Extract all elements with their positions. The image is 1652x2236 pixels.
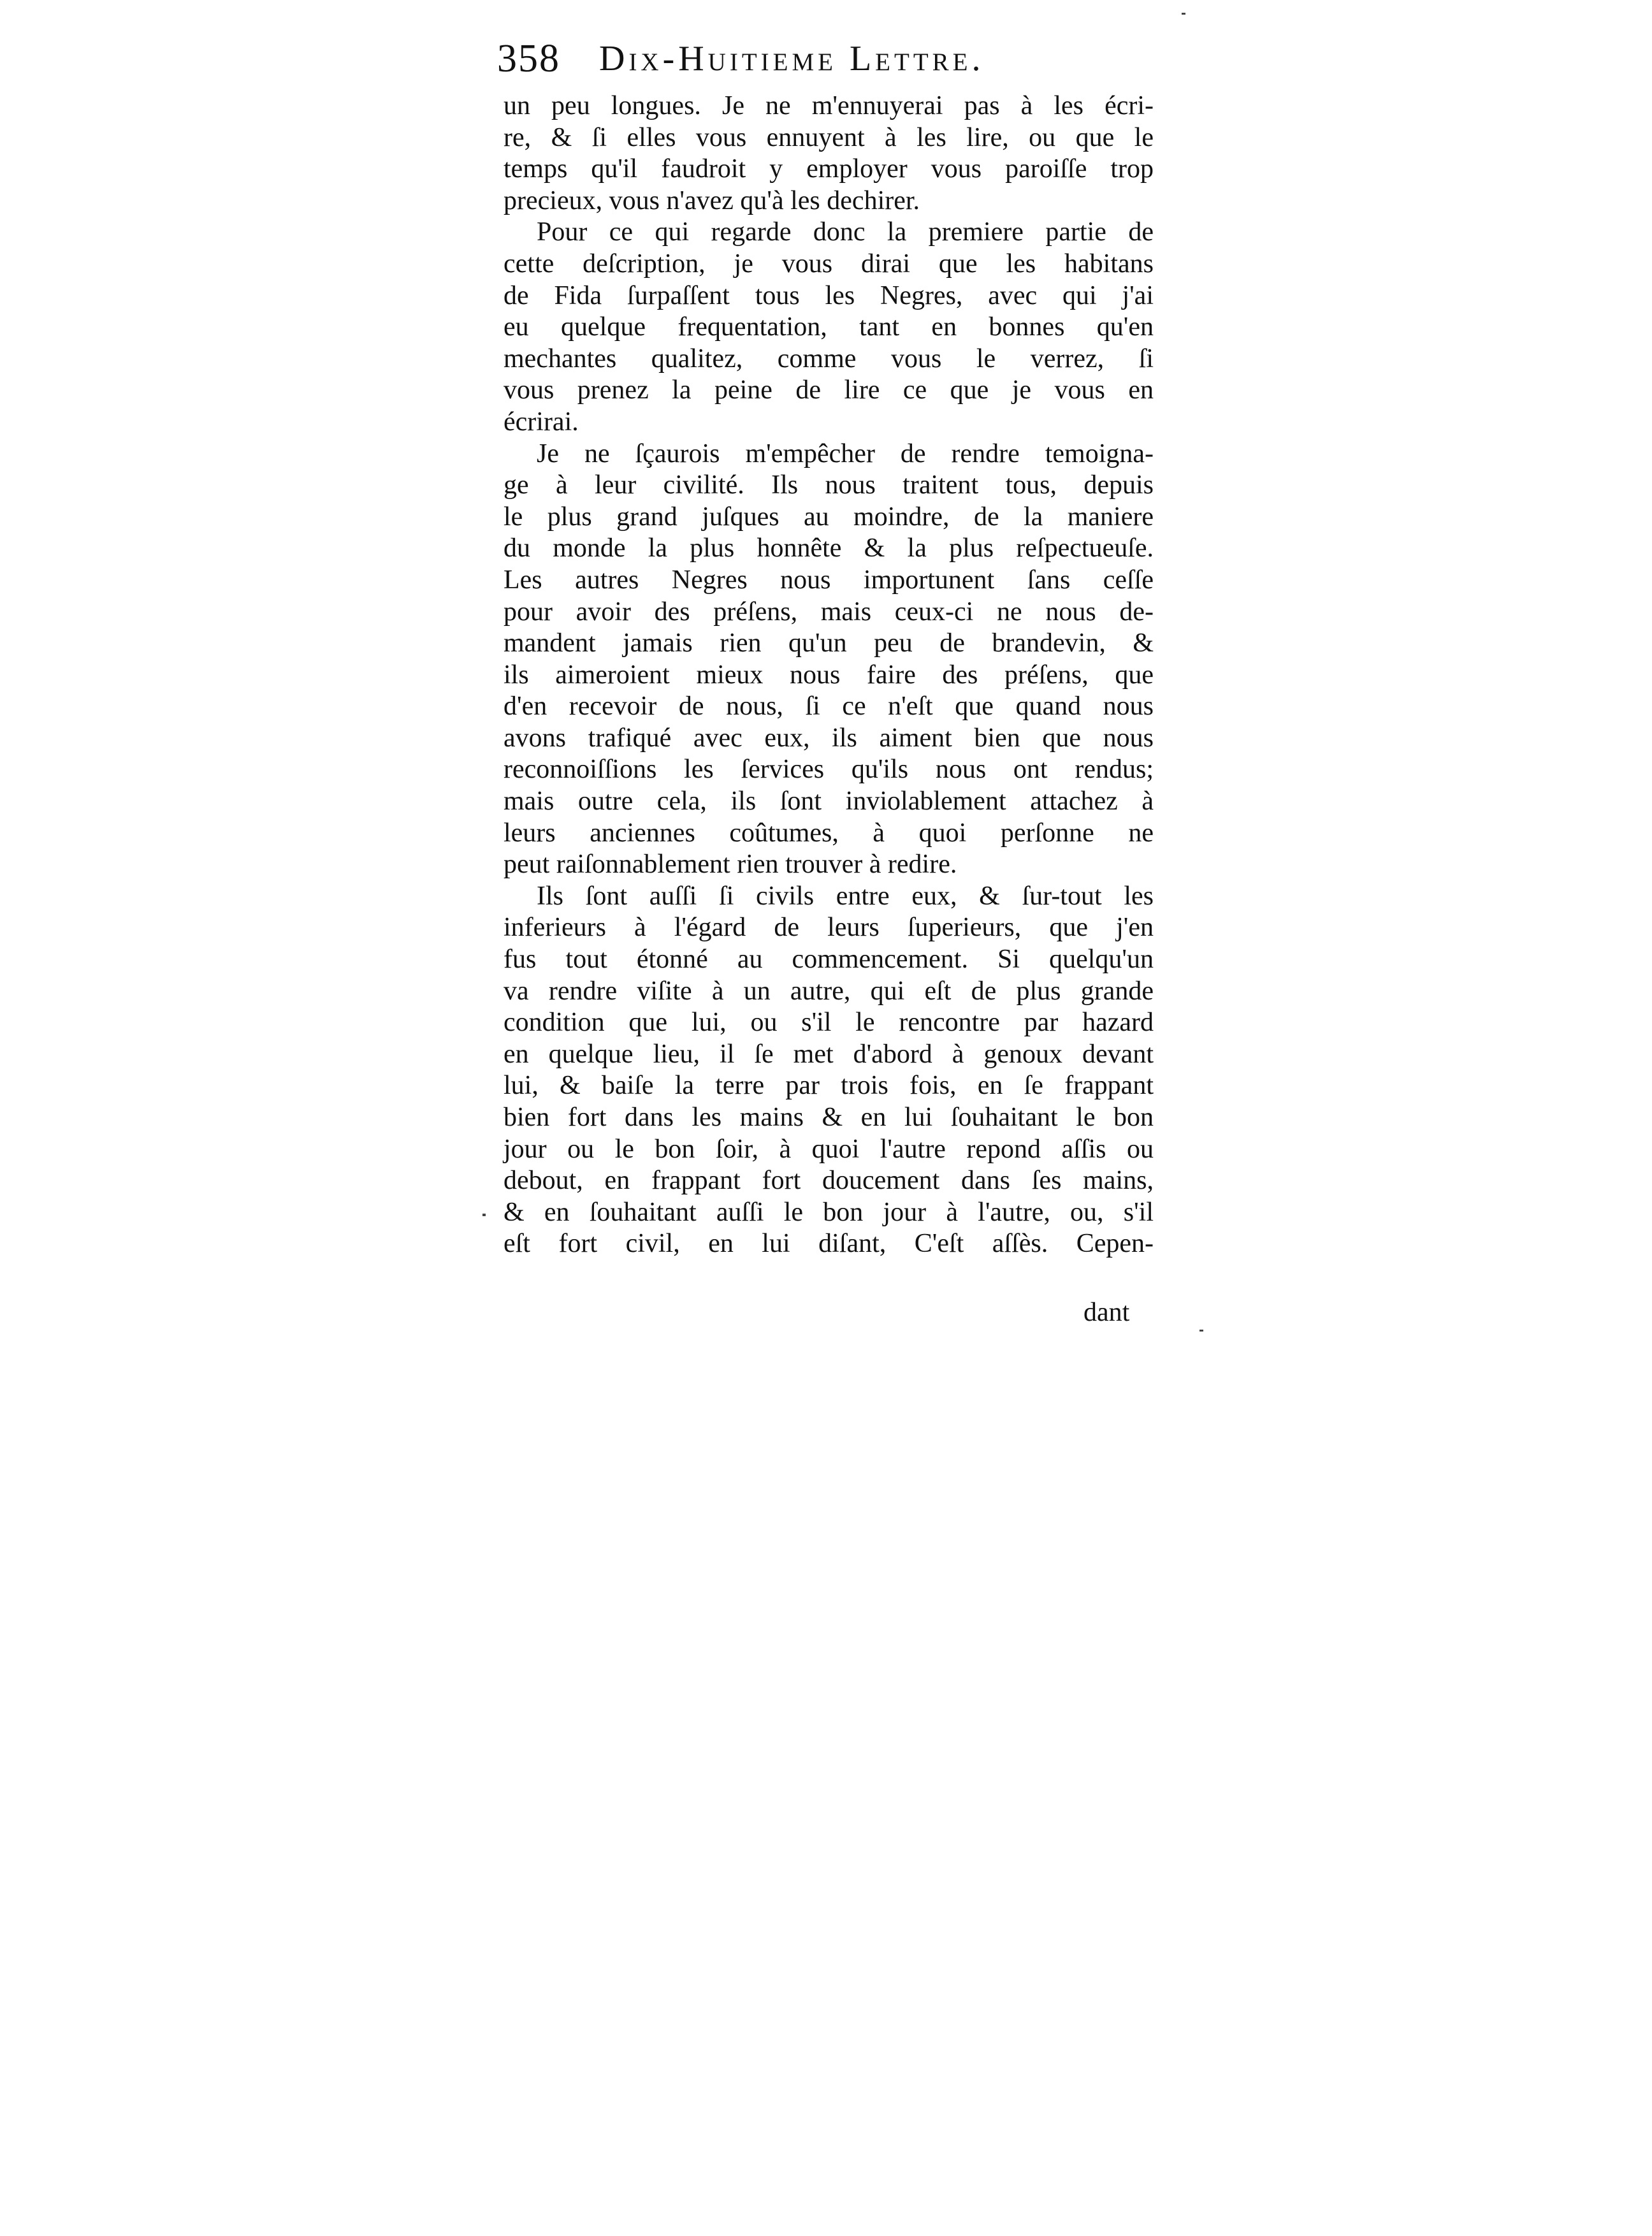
text-line: ge à leur civilité. Ils nous traitent tous, depuis: [504, 470, 1154, 500]
text-line: Je ne ſçaurois m'empêcher de rendre temoigna-: [537, 439, 1154, 468]
text-line: reconnoiſſions les ſervices qu'ils nous ont rendus;: [504, 755, 1154, 785]
running-title: Dix-Huitieme Lettre.: [599, 39, 985, 78]
text-line: Ils ſont auſſi ſi civils entre eux, & ſur-tout les: [537, 881, 1154, 911]
text-line: lui, & baiſe la terre par trois fois, en ſe frappant: [504, 1071, 1154, 1101]
text-line: Les autres Negres nous importunent ſans ceſſe: [504, 565, 1154, 595]
text-line: de Fida ſurpaſſent tous les Negres, avec qui j'ai: [504, 280, 1154, 310]
text-line: re, & ſi elles vous ennuyent à les lire, ou que le: [504, 122, 1154, 152]
catchword: dant: [1083, 1298, 1130, 1327]
paragraph-1: [504, 91, 1154, 217]
text-line: fus tout étonné au commencement. Si quelqu'un: [504, 945, 1154, 975]
text-line: un peu longues. Je ne m'ennuyerai pas à les écri-: [504, 91, 1154, 120]
text-line: mandent jamais rien qu'un peu de brandevin, &: [504, 628, 1154, 658]
text-line: bien fort dans les mains & en lui ſouhaitant le bon: [504, 1103, 1154, 1132]
paragraph-3: [504, 439, 1154, 881]
margin-mark-top: [1182, 13, 1185, 15]
text-line: ils aimeroient mieux nous faire des préſens, que: [504, 660, 1154, 690]
paragraph-4: [504, 881, 1154, 1260]
text-line: eu quelque frequentation, tant en bonnes qu'en: [504, 312, 1154, 342]
text-line: écrirai.: [504, 407, 579, 437]
text-line: temps qu'il faudroit y employer vous paroiſſe trop: [504, 154, 1154, 184]
text-line: vous prenez la peine de lire ce que je vous en: [504, 375, 1154, 405]
text-line: d'en recevoir de nous, ſi ce n'eſt que quand nous: [504, 692, 1154, 722]
text-line: mais outre cela, ils ſont inviolablement attachez à: [504, 787, 1154, 817]
page-header: [497, 33, 1173, 84]
paragraph-2: [504, 217, 1154, 438]
text-line: le plus grand juſques au moindre, de la maniere: [504, 502, 1154, 532]
margin-mark-left: [482, 1214, 486, 1216]
text-line: condition que lui, ou s'il le rencontre par hazard: [504, 1008, 1154, 1038]
text-line: & en ſouhaitant auſſi le bon jour à l'autre, ou, s'il: [504, 1197, 1154, 1227]
text-line: eſt fort civil, en lui diſant, C'eſt aſſès. Cepen-: [504, 1229, 1154, 1259]
text-line: du monde la plus honnête & la plus reſpectueuſe.: [504, 534, 1154, 563]
text-line: Pour ce qui regarde donc la premiere partie de: [537, 217, 1154, 247]
margin-mark-right: [1199, 1330, 1203, 1332]
text-line: avons trafiqué avec eux, ils aiment bien que nous: [504, 723, 1154, 753]
text-line: precieux, vous n'avez qu'à les dechirer.: [504, 185, 920, 215]
text-line: mechantes qualitez, comme vous le verrez, ſi: [504, 344, 1154, 374]
text-line: peut raiſonnablement rien trouver à redire.: [504, 850, 957, 880]
text-line: en quelque lieu, il ſe met d'abord à genoux devant: [504, 1039, 1154, 1069]
text-line: leurs anciennes coûtumes, à quoi perſonne ne: [504, 818, 1154, 848]
text-line: va rendre viſite à un autre, qui eſt de plus grande: [504, 976, 1154, 1006]
text-line: pour avoir des préſens, mais ceux-ci ne nous de-: [504, 597, 1154, 627]
page-number: 358: [497, 37, 560, 80]
body-text: [504, 91, 1154, 1260]
text-line: inferieurs à l'égard de leurs ſuperieurs, que j'en: [504, 913, 1154, 943]
text-line: debout, en frappant fort doucement dans ſes mains,: [504, 1166, 1154, 1196]
text-line: jour ou le bon ſoir, à quoi l'autre repond aſſis ou: [504, 1134, 1154, 1164]
text-line: cette deſcription, je vous dirai que les habitans: [504, 249, 1154, 279]
